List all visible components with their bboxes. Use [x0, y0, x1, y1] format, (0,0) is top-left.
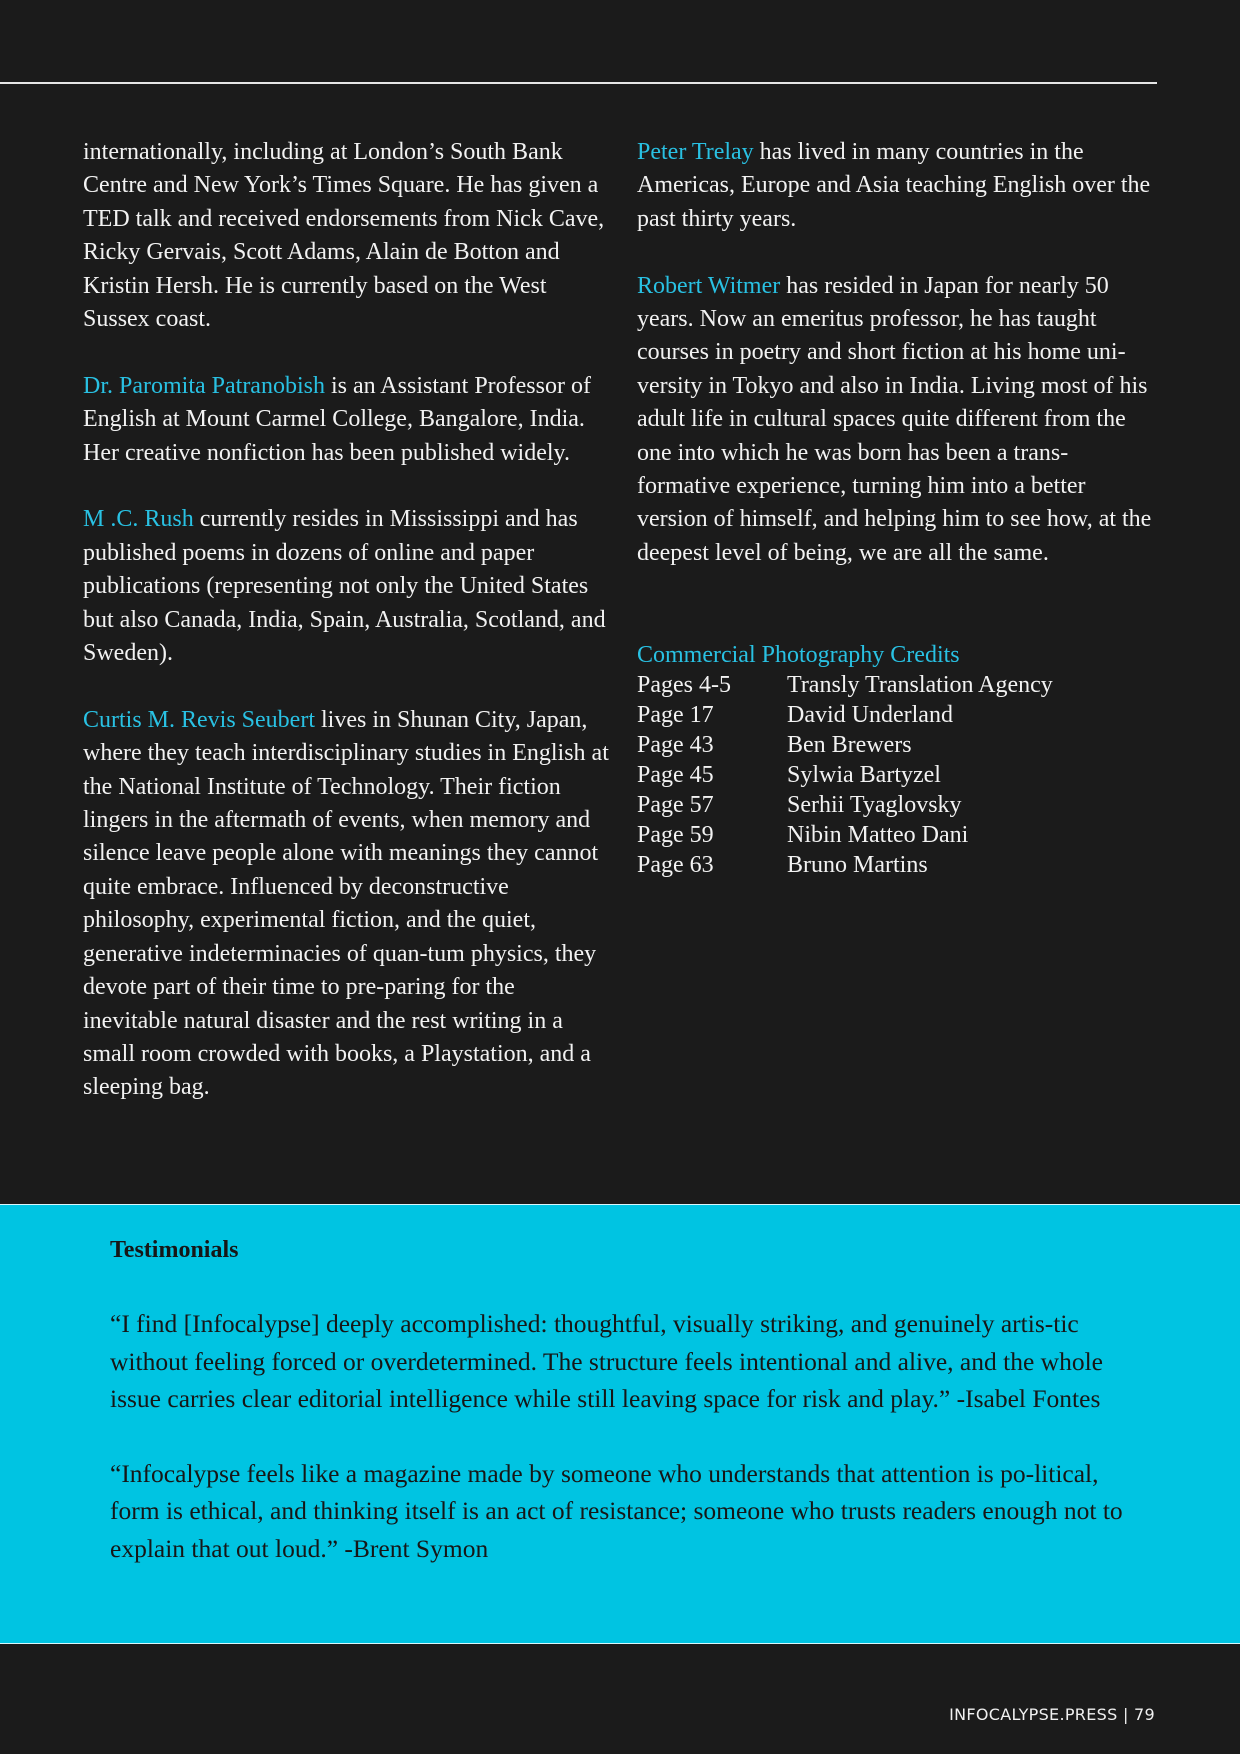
bio-text: has resided in Japan for nearly 50 years. Now an emeritus professor, he has taught courses in poetry and short fiction at his home uni-versity in Tokyo and also in India. Living most of his adult life in cultural spaces quite different from the one into which he was born has been a trans-formative experience, turning him into a better version of himself, and helping him to see how, at the deepest level of being, we are all the same. — [637, 272, 1152, 566]
credit-photographer: Bruno Martins — [787, 852, 928, 879]
footer-separator: | — [1122, 1705, 1129, 1724]
credit-photographer: Serhii Tyaglovsky — [787, 792, 962, 819]
bio-carryover: internationally, including at London’s South Bank Centre and New York’s Times Square. He has given a TED talk and received endorsements from Nick Cave, Ricky Gervais, Scott Adams, Alain de Botton and Kristin Hersh. He is currently based on the West Sussex coast. — [83, 139, 605, 333]
footer-page-number: 79 — [1134, 1705, 1155, 1724]
bio-paragraph — [83, 704, 613, 1105]
testimonial-quote: “I find [Infocalypse] deeply accomplished: thoughtful, visually striking, and genuinely artis-tic without feeling forced or overdetermined. The structure feels intentional and alive, and the whole issue carries clear editorial intelligence while still leaving space for risk and play.” -Isabel Fontes — [110, 1309, 1103, 1413]
photo-credits-heading: Commercial Photography Credits — [637, 642, 960, 669]
page-footer — [949, 1705, 1155, 1724]
contributor-name: Robert Witmer — [637, 272, 781, 299]
contributor-name: Dr. Paromita Patranobish — [83, 372, 325, 399]
contributor-name: M .C. Rush — [83, 506, 194, 533]
credit-photographer: Ben Brewers — [787, 732, 912, 759]
credit-page: Page 63 — [637, 852, 714, 879]
credit-photographer: David Underland — [787, 702, 953, 729]
credit-page: Page 57 — [637, 792, 714, 819]
left-column — [83, 136, 613, 1138]
credit-row — [637, 670, 1053, 700]
footer-site: INFOCALYPSE.PRESS — [949, 1705, 1118, 1724]
credit-row — [637, 820, 1053, 850]
testimonial-quote: “Infocalypse feels like a magazine made by someone who understands that attention is po-litical, form is ethical, and thinking itself is an act of resistance; someone who trusts readers enough not to explain that out loud.” -Brent Symon — [110, 1458, 1123, 1563]
contributor-name: Curtis M. Revis Seubert — [83, 706, 315, 733]
credit-row — [637, 850, 1053, 880]
credit-photographer: Transly Translation Agency — [787, 672, 1053, 699]
top-divider-rule — [0, 82, 1157, 84]
bio-text: has lived in many countries in the Americas, Europe and Asia teaching English over the past thirty years. — [637, 139, 1151, 232]
bio-text: currently resides in Mississippi and has published poems in dozens of online and paper publications (representing not only the United States but also Canada, India, Spain, Australia, Scotland, and Sweden). — [83, 506, 606, 667]
credit-row — [637, 700, 1053, 730]
credit-page: Pages 4-5 — [637, 672, 731, 699]
bio-paragraph — [83, 503, 613, 670]
bio-text: is an Assistant Professor of English at Mount Carmel College, Bangalore, India. Her creative nonfiction has been published widely. — [83, 372, 591, 466]
testimonials-content — [110, 1235, 1140, 1604]
credit-row — [637, 790, 1053, 820]
credit-page: Page 59 — [637, 822, 714, 849]
credit-photographer: Nibin Matteo Dani — [787, 822, 969, 849]
right-column — [637, 136, 1157, 880]
testimonials-band — [0, 1204, 1240, 1644]
photo-credits-table — [637, 670, 1053, 880]
testimonials-heading: Testimonials — [110, 1237, 239, 1263]
credit-page: Page 17 — [637, 702, 714, 729]
contributor-name: Peter Trelay — [637, 139, 754, 165]
bio-paragraph — [83, 370, 613, 470]
credit-page: Page 45 — [637, 762, 714, 789]
bio-paragraph — [637, 136, 1157, 236]
bio-text: lives in Shunan City, Japan, where they teach interdisciplinary studies in English at the National Institute of Technology. Their fiction lingers in the aftermath of events, when memory and silence leave people alone with meanings they cannot quite embrace. Influenced by deconstructive philosophy, experimental fiction, and the quiet, generative indeterminacies of quan-tum physics, they devote part of their time to pre-paring for the inevitable natural disaster and the rest writing in a small room crowded with books, a Playstation, and a sleeping bag. — [83, 706, 609, 1101]
credit-page: Page 43 — [637, 732, 714, 759]
credit-row — [637, 760, 1053, 790]
credit-row — [637, 730, 1053, 760]
credit-photographer: Sylwia Bartyzel — [787, 762, 941, 789]
bio-paragraph — [637, 270, 1157, 571]
